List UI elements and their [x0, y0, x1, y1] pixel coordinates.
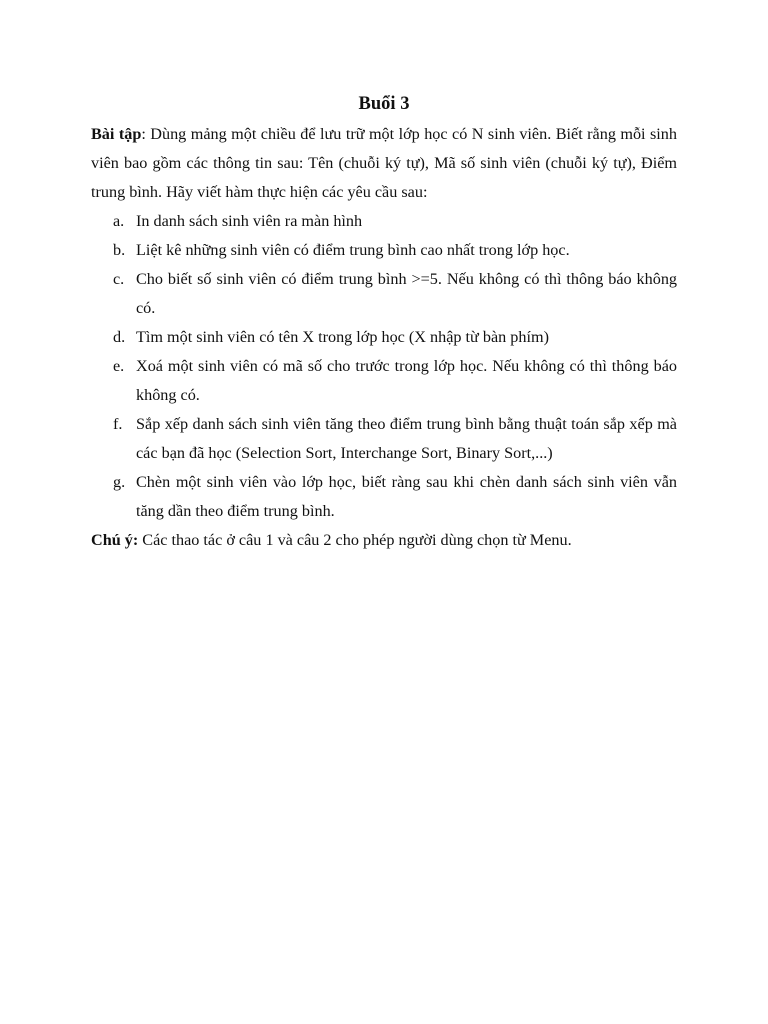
note-paragraph [91, 526, 677, 555]
list-item [91, 468, 677, 526]
list-item-text: Liệt kê những sinh viên có điểm trung bình cao nhất trong lớp học. [136, 241, 570, 259]
list-item-text: Tìm một sinh viên có tên X trong lớp học (X nhập từ bàn phím) [136, 328, 549, 346]
note-label: Chú ý: [91, 531, 139, 549]
list-item [91, 207, 677, 236]
list-marker: c. [113, 270, 125, 288]
intro-text: : Dùng mảng một chiều để lưu trữ một lớp học có N sinh viên. Biết rằng mỗi sinh viên bao gồm các thông tin sau: Tên (chuỗi ký tự), Mã số sinh viên (chuỗi ký tự), Điểm trung bình. Hãy viết hàm thực hiện các yêu cầu sau: [91, 125, 677, 201]
task-list [91, 207, 677, 526]
list-item-text: Cho biết số sinh viên có điểm trung bình >=5. Nếu không có thì thông báo không có. [136, 270, 677, 317]
list-marker: d. [113, 328, 126, 346]
list-item-text: Xoá một sinh viên có mã số cho trước trong lớp học. Nếu không có thì thông báo không có. [136, 357, 677, 404]
list-item [91, 410, 677, 468]
page-title: Buổi 3 [358, 94, 410, 114]
document-page [91, 88, 677, 555]
list-item-text: In danh sách sinh viên ra màn hình [136, 212, 363, 230]
list-marker: f. [113, 415, 123, 433]
list-item [91, 323, 677, 352]
list-item [91, 236, 677, 265]
list-item [91, 265, 677, 323]
intro-paragraph [91, 120, 677, 207]
list-item-text: Sắp xếp danh sách sinh viên tăng theo điểm trung bình bằng thuật toán sắp xếp mà các bạn đã học (Selection Sort, Interchange Sort, Binary Sort,...) [136, 415, 677, 462]
list-marker: e. [113, 357, 125, 375]
list-marker: g. [113, 473, 126, 491]
list-marker: b. [113, 241, 126, 259]
list-marker: a. [113, 212, 125, 230]
list-item-text: Chèn một sinh viên vào lớp học, biết ràng sau khi chèn danh sách sinh viên vẫn tăng dần theo điểm trung bình. [136, 473, 677, 520]
note-text: Các thao tác ở câu 1 và câu 2 cho phép người dùng chọn từ Menu. [138, 531, 572, 549]
intro-label: Bài tập [91, 125, 142, 143]
list-item [91, 352, 677, 410]
